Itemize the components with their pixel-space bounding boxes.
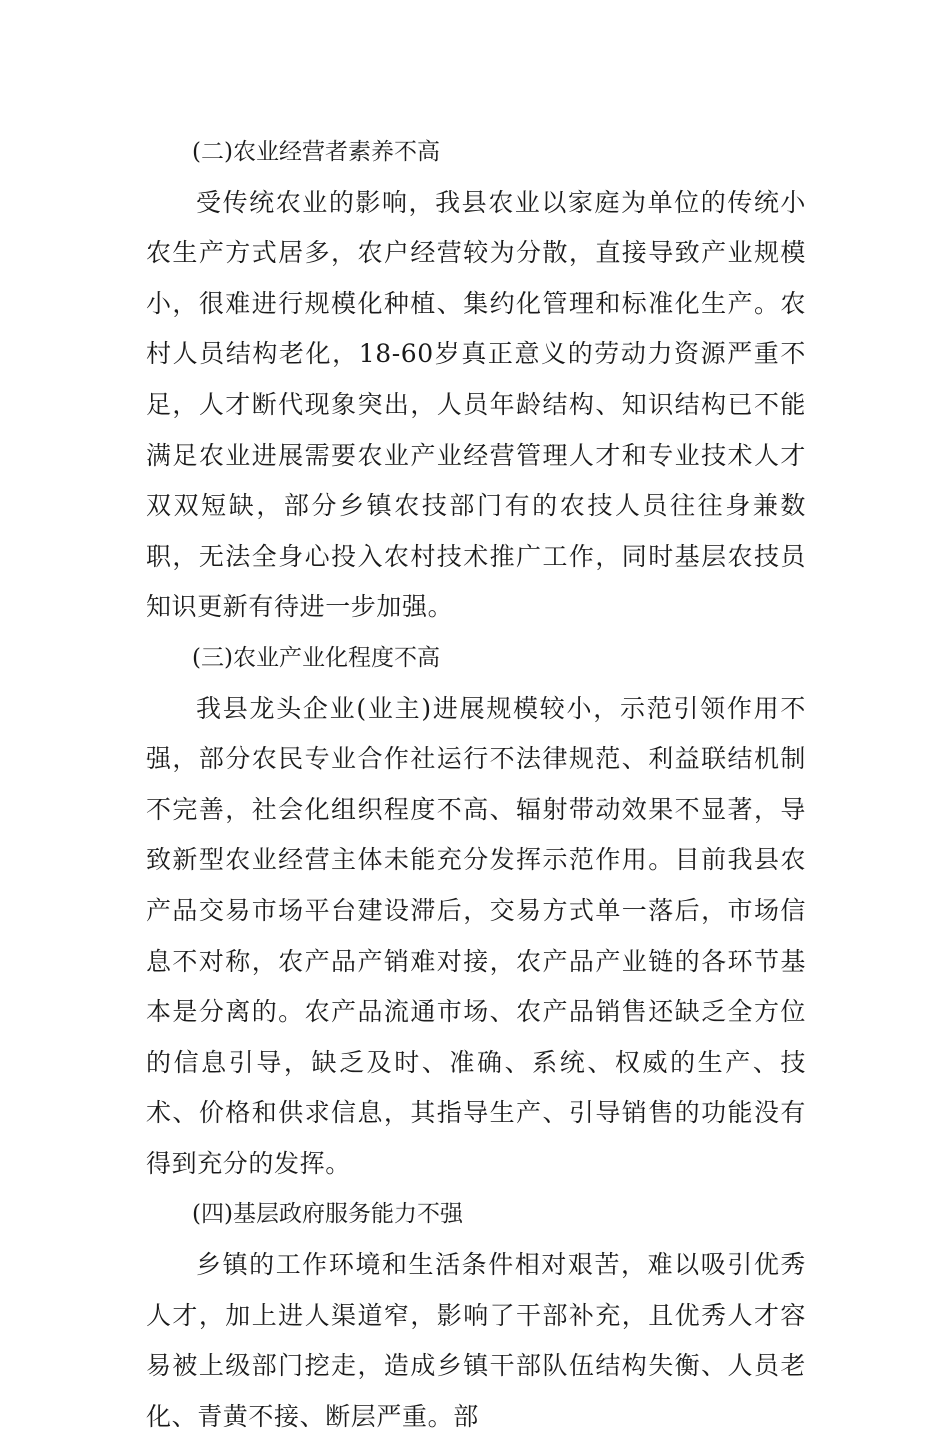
section-heading-2: (二)农业经营者素养不高 [192, 139, 440, 165]
section-heading-3: (三)农业产业化程度不高 [192, 644, 440, 671]
section-paragraph-3: 我县龙头企业(业主)进展规模较小，示范引领作用不强，部分农民专业合作社运行不法律规范、利益联结机制不完善，社会化组织程度不高、辐射带动效果不显著，导致新型农业经营主体未能充分发挥示范作用。目前我县农产品交易市场平台建设滞后，交易方式单一落后，市场信息不对称，农产品产销难对接，农产品产业链的各环节基本是分离的。农产品流通市场、农产品销售还缺乏全方位的信息引导，缺乏及时、准确、系统、权威的生产、技术、价格和供求信息，其指导生产、引导销售的功能没有得到充分的发挥。 [146, 693, 806, 1178]
section-paragraph-2: 受传统农业的影响，我县农业以家庭为单位的传统小农生产方式居多，农户经营较为分散，直接导致产业规模小，很难进行规模化种植、集约化管理和标准化生产。农村人员结构老化，18-60岁真正意义的劳动力资源严重不足，人才断代现象突出，人员年龄结构、知识结构已不能满足农业进展需要农业产业经营管理人才和专业技术人才双双短缺，部分乡镇农技部门有的农技人员往往身兼数职，无法全身心投入农村技术推广工作，同时基层农技员知识更新有待进一步加强。 [146, 187, 806, 622]
section-heading-4: (四)基层政府服务能力不强 [192, 1201, 463, 1228]
document-body [146, 127, 806, 1442]
section-paragraph-4: 乡镇的工作环境和生活条件相对艰苦，难以吸引优秀人才，加上进人渠道窄，影响了干部补充，且优秀人才容易被上级部门挖走，造成乡镇干部队伍结构失衡、人员老化、青黄不接、断层严重。部 [146, 1250, 806, 1431]
